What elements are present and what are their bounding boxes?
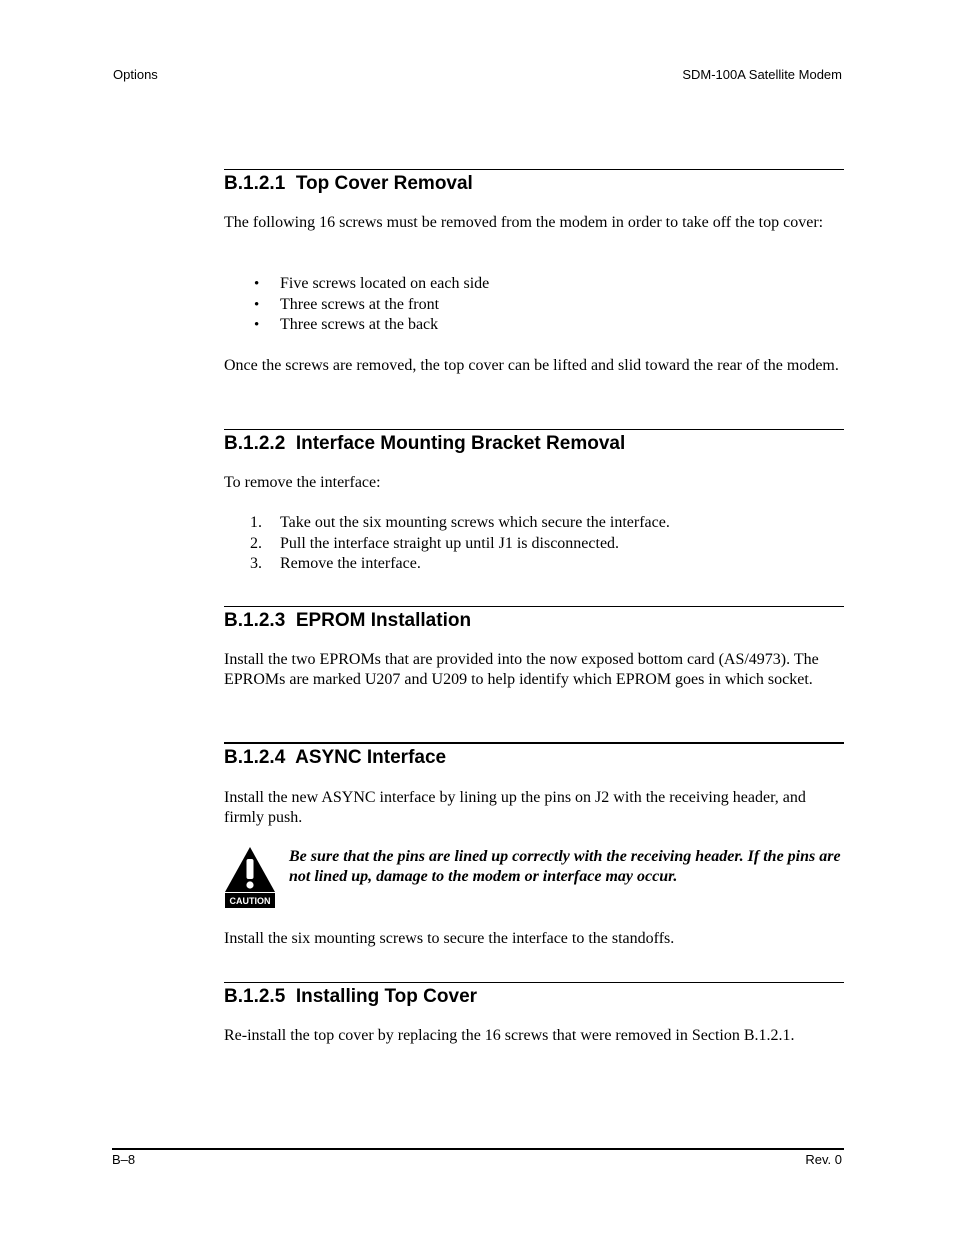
running-header-left: Options xyxy=(113,67,158,82)
page-number: B–8 xyxy=(112,1152,136,1167)
paragraph-reinstall: Re-install the top cover by replacing the 16 screws that were removed in Section B.1.2.1. xyxy=(224,1027,795,1044)
section-rule xyxy=(224,742,844,744)
list-item-text: Pull the interface straight up until J1 is disconnected. xyxy=(280,534,620,552)
footer-rule xyxy=(112,1148,844,1150)
section-rule xyxy=(224,429,844,430)
list-item-text: Five screws located on each side xyxy=(280,275,490,292)
section-heading-bracket-removal: B.1.2.2 Interface Mounting Bracket Removal xyxy=(224,433,626,454)
paragraph-eprom: Install the two EPROMs that are provided into the now exposed bottom card (AS/4973). The EPROMs are marked U207 and U209 to help identify which EPROM goes in which socket. xyxy=(224,651,819,688)
list-item-text: Three screws at the front xyxy=(280,295,440,313)
running-header-right: SDM-100A Satellite Modem xyxy=(682,67,842,82)
paragraph-screws-intro: The following 16 screws must be removed from the modem in order to take off the top cover: xyxy=(224,214,824,231)
bullet-marker: • xyxy=(254,296,260,313)
step-number: 2. xyxy=(250,534,262,552)
bullet-marker: • xyxy=(254,317,260,333)
section-heading-async-interface: B.1.2.4 ASYNC Interface xyxy=(224,747,447,768)
paragraph-remove-intro: To remove the interface: xyxy=(224,474,381,491)
caution-icon xyxy=(224,845,276,909)
list-item-text: Remove the interface. xyxy=(280,555,421,572)
list-item-text: Three screws at the back xyxy=(280,316,439,333)
bullet-marker: • xyxy=(254,276,260,292)
paragraph-async: Install the new ASYNC interface by lining up the pins on J2 with the receiving header, and firmly push. xyxy=(224,789,806,826)
paragraph-screws-outro: Once the screws are removed, the top cover can be lifted and slid toward the rear of the modem. xyxy=(224,357,839,374)
paragraph-mounting-screws: Install the six mounting screws to secure the interface to the standoffs. xyxy=(224,930,675,947)
section-heading-eprom-installation: B.1.2.3 EPROM Installation xyxy=(224,610,472,631)
section-rule xyxy=(224,982,844,983)
step-number: 1. xyxy=(250,514,262,531)
list-item-text: Take out the six mounting screws which secure the interface. xyxy=(280,514,670,531)
section-rule xyxy=(224,169,844,170)
section-heading-top-cover-removal: B.1.2.1 Top Cover Removal xyxy=(224,173,473,194)
revision-label: Rev. 0 xyxy=(805,1152,842,1167)
section-rule xyxy=(224,606,844,607)
section-heading-installing-top-cover: B.1.2.5 Installing Top Cover xyxy=(224,986,478,1007)
step-number: 3. xyxy=(250,555,262,572)
caution-label: CAUTION xyxy=(229,896,271,906)
caution-message: Be sure that the pins are lined up correctly with the receiving header. If the pins are not lined up, damage to the modem or interface may occur. xyxy=(289,848,841,885)
